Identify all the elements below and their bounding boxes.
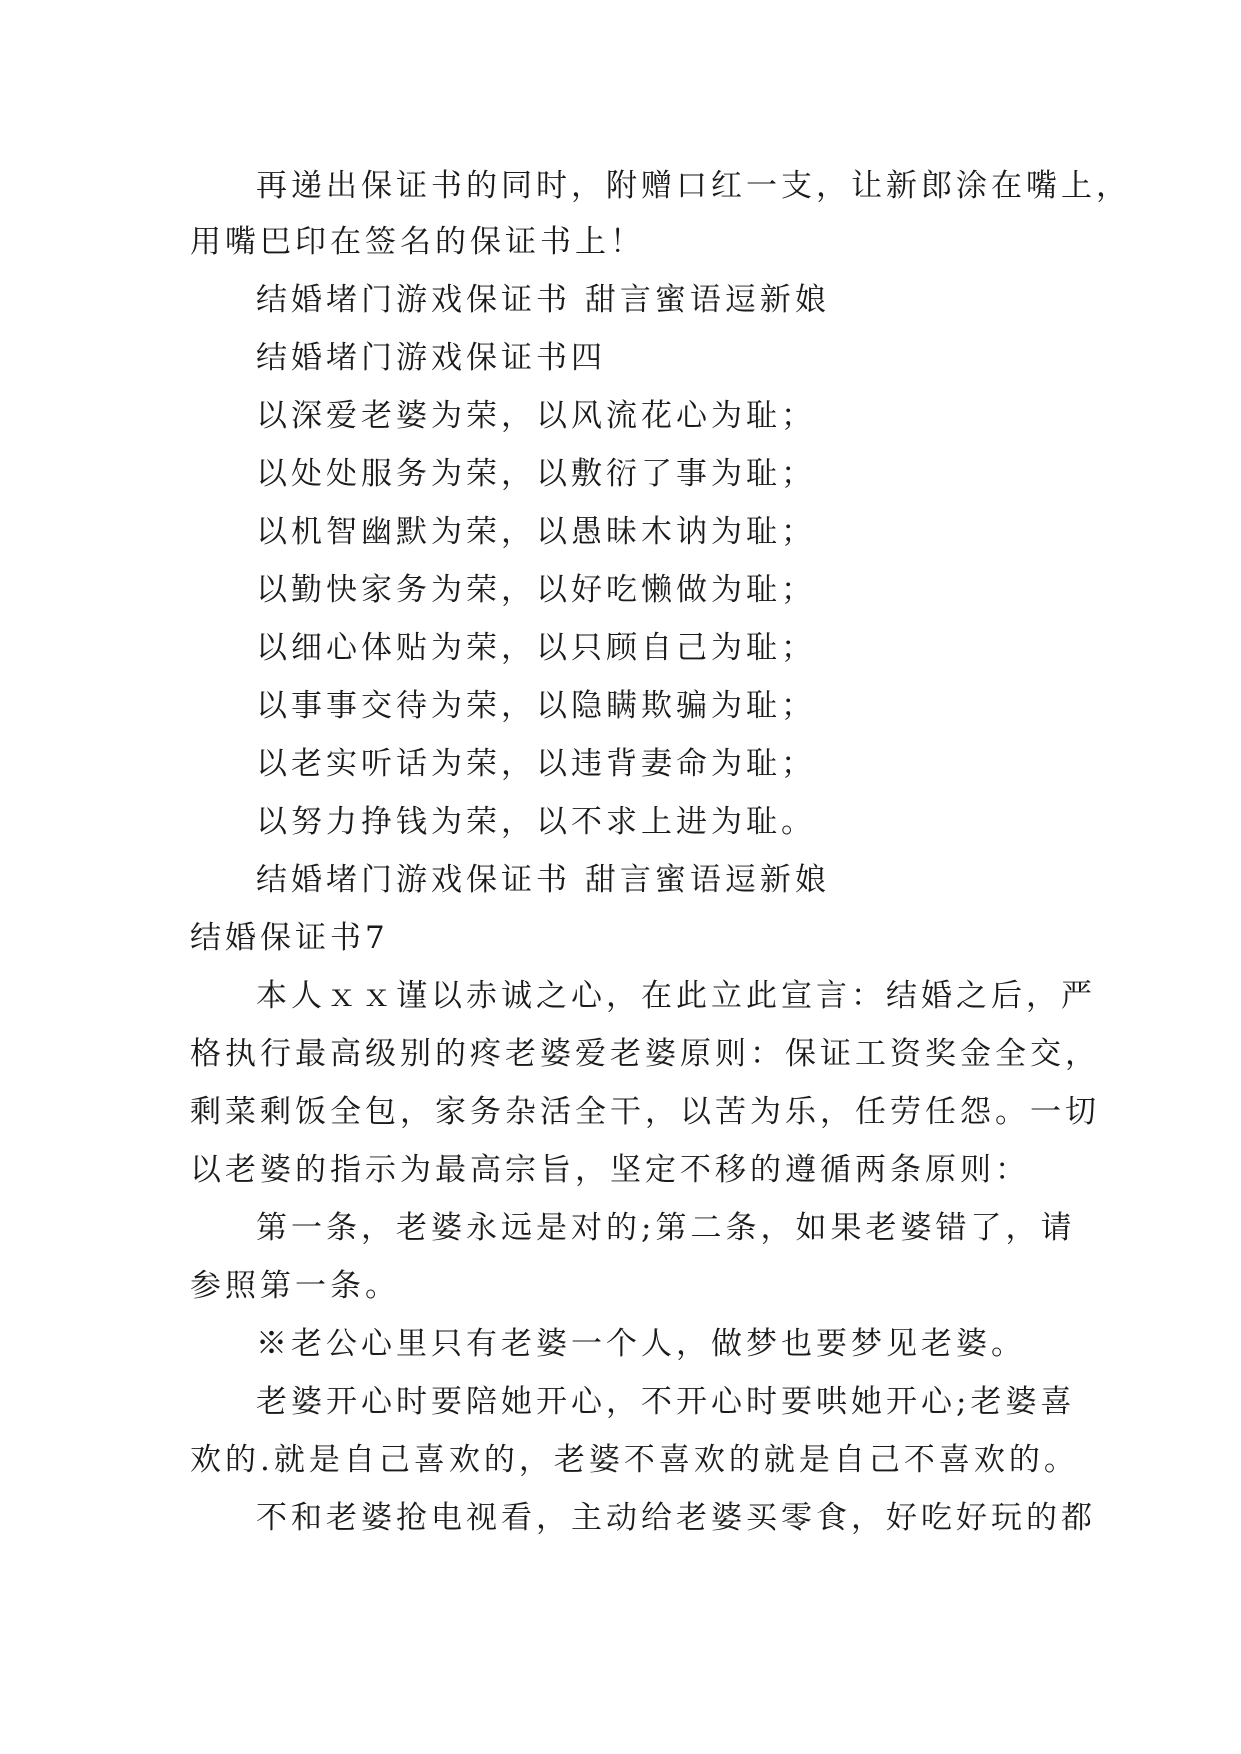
pledge-line: 以老实听话为荣，以违背妻命为耻； — [256, 746, 816, 782]
paragraph-line: 第一条，老婆永远是对的;第二条，如果老婆错了，请 — [256, 1210, 1076, 1246]
pledge-line: 以事事交待为荣，以隐瞒欺骗为耻； — [256, 688, 816, 724]
paragraph-line: 再递出保证书的同时，附赠口红一支，让新郎涂在嘴上， — [256, 168, 1131, 204]
paragraph-line: 剩菜剩饭全包，家务杂活全干，以苦为乐，任劳任怨。一切 — [190, 1094, 1100, 1130]
section-heading: 结婚堵门游戏保证书 甜言蜜语逗新娘 — [256, 282, 830, 318]
pledge-line: 以勤快家务为荣，以好吃懒做为耻； — [256, 572, 816, 608]
paragraph-line: 本人ｘｘ谨以赤诚之心，在此立此宣言：结婚之后，严 — [256, 978, 1096, 1014]
section-title: 结婚保证书7 — [190, 920, 389, 956]
paragraph-line: 以老婆的指示为最高宗旨，坚定不移的遵循两条原则： — [190, 1152, 1030, 1188]
paragraph-line: 不和老婆抢电视看，主动给老婆买零食，好吃好玩的都 — [256, 1500, 1096, 1536]
pledge-line: 以努力挣钱为荣，以不求上进为耻。 — [256, 804, 816, 840]
paragraph-line: 老婆开心时要陪她开心，不开心时要哄她开心;老婆喜 — [256, 1384, 1076, 1420]
paragraph-line: 用嘴巴印在签名的保证书上！ — [190, 224, 645, 260]
section-heading: 结婚堵门游戏保证书四 — [256, 340, 606, 376]
pledge-line: 以细心体贴为荣，以只顾自己为耻； — [256, 630, 816, 666]
paragraph-line: 欢的.就是自己喜欢的，老婆不喜欢的就是自己不喜欢的。 — [190, 1442, 1079, 1478]
pledge-line: 以深爱老婆为荣，以风流花心为耻； — [256, 398, 816, 434]
paragraph-line: ※老公心里只有老婆一个人，做梦也要梦见老婆。 — [256, 1326, 1026, 1362]
pledge-line: 以处处服务为荣，以敷衍了事为耻； — [256, 456, 816, 492]
section-heading: 结婚堵门游戏保证书 甜言蜜语逗新娘 — [256, 862, 830, 898]
paragraph-line: 参照第一条。 — [190, 1268, 400, 1304]
pledge-line: 以机智幽默为荣，以愚昧木讷为耻； — [256, 514, 816, 550]
paragraph-line: 格执行最高级别的疼老婆爱老婆原则：保证工资奖金全交， — [190, 1036, 1100, 1072]
